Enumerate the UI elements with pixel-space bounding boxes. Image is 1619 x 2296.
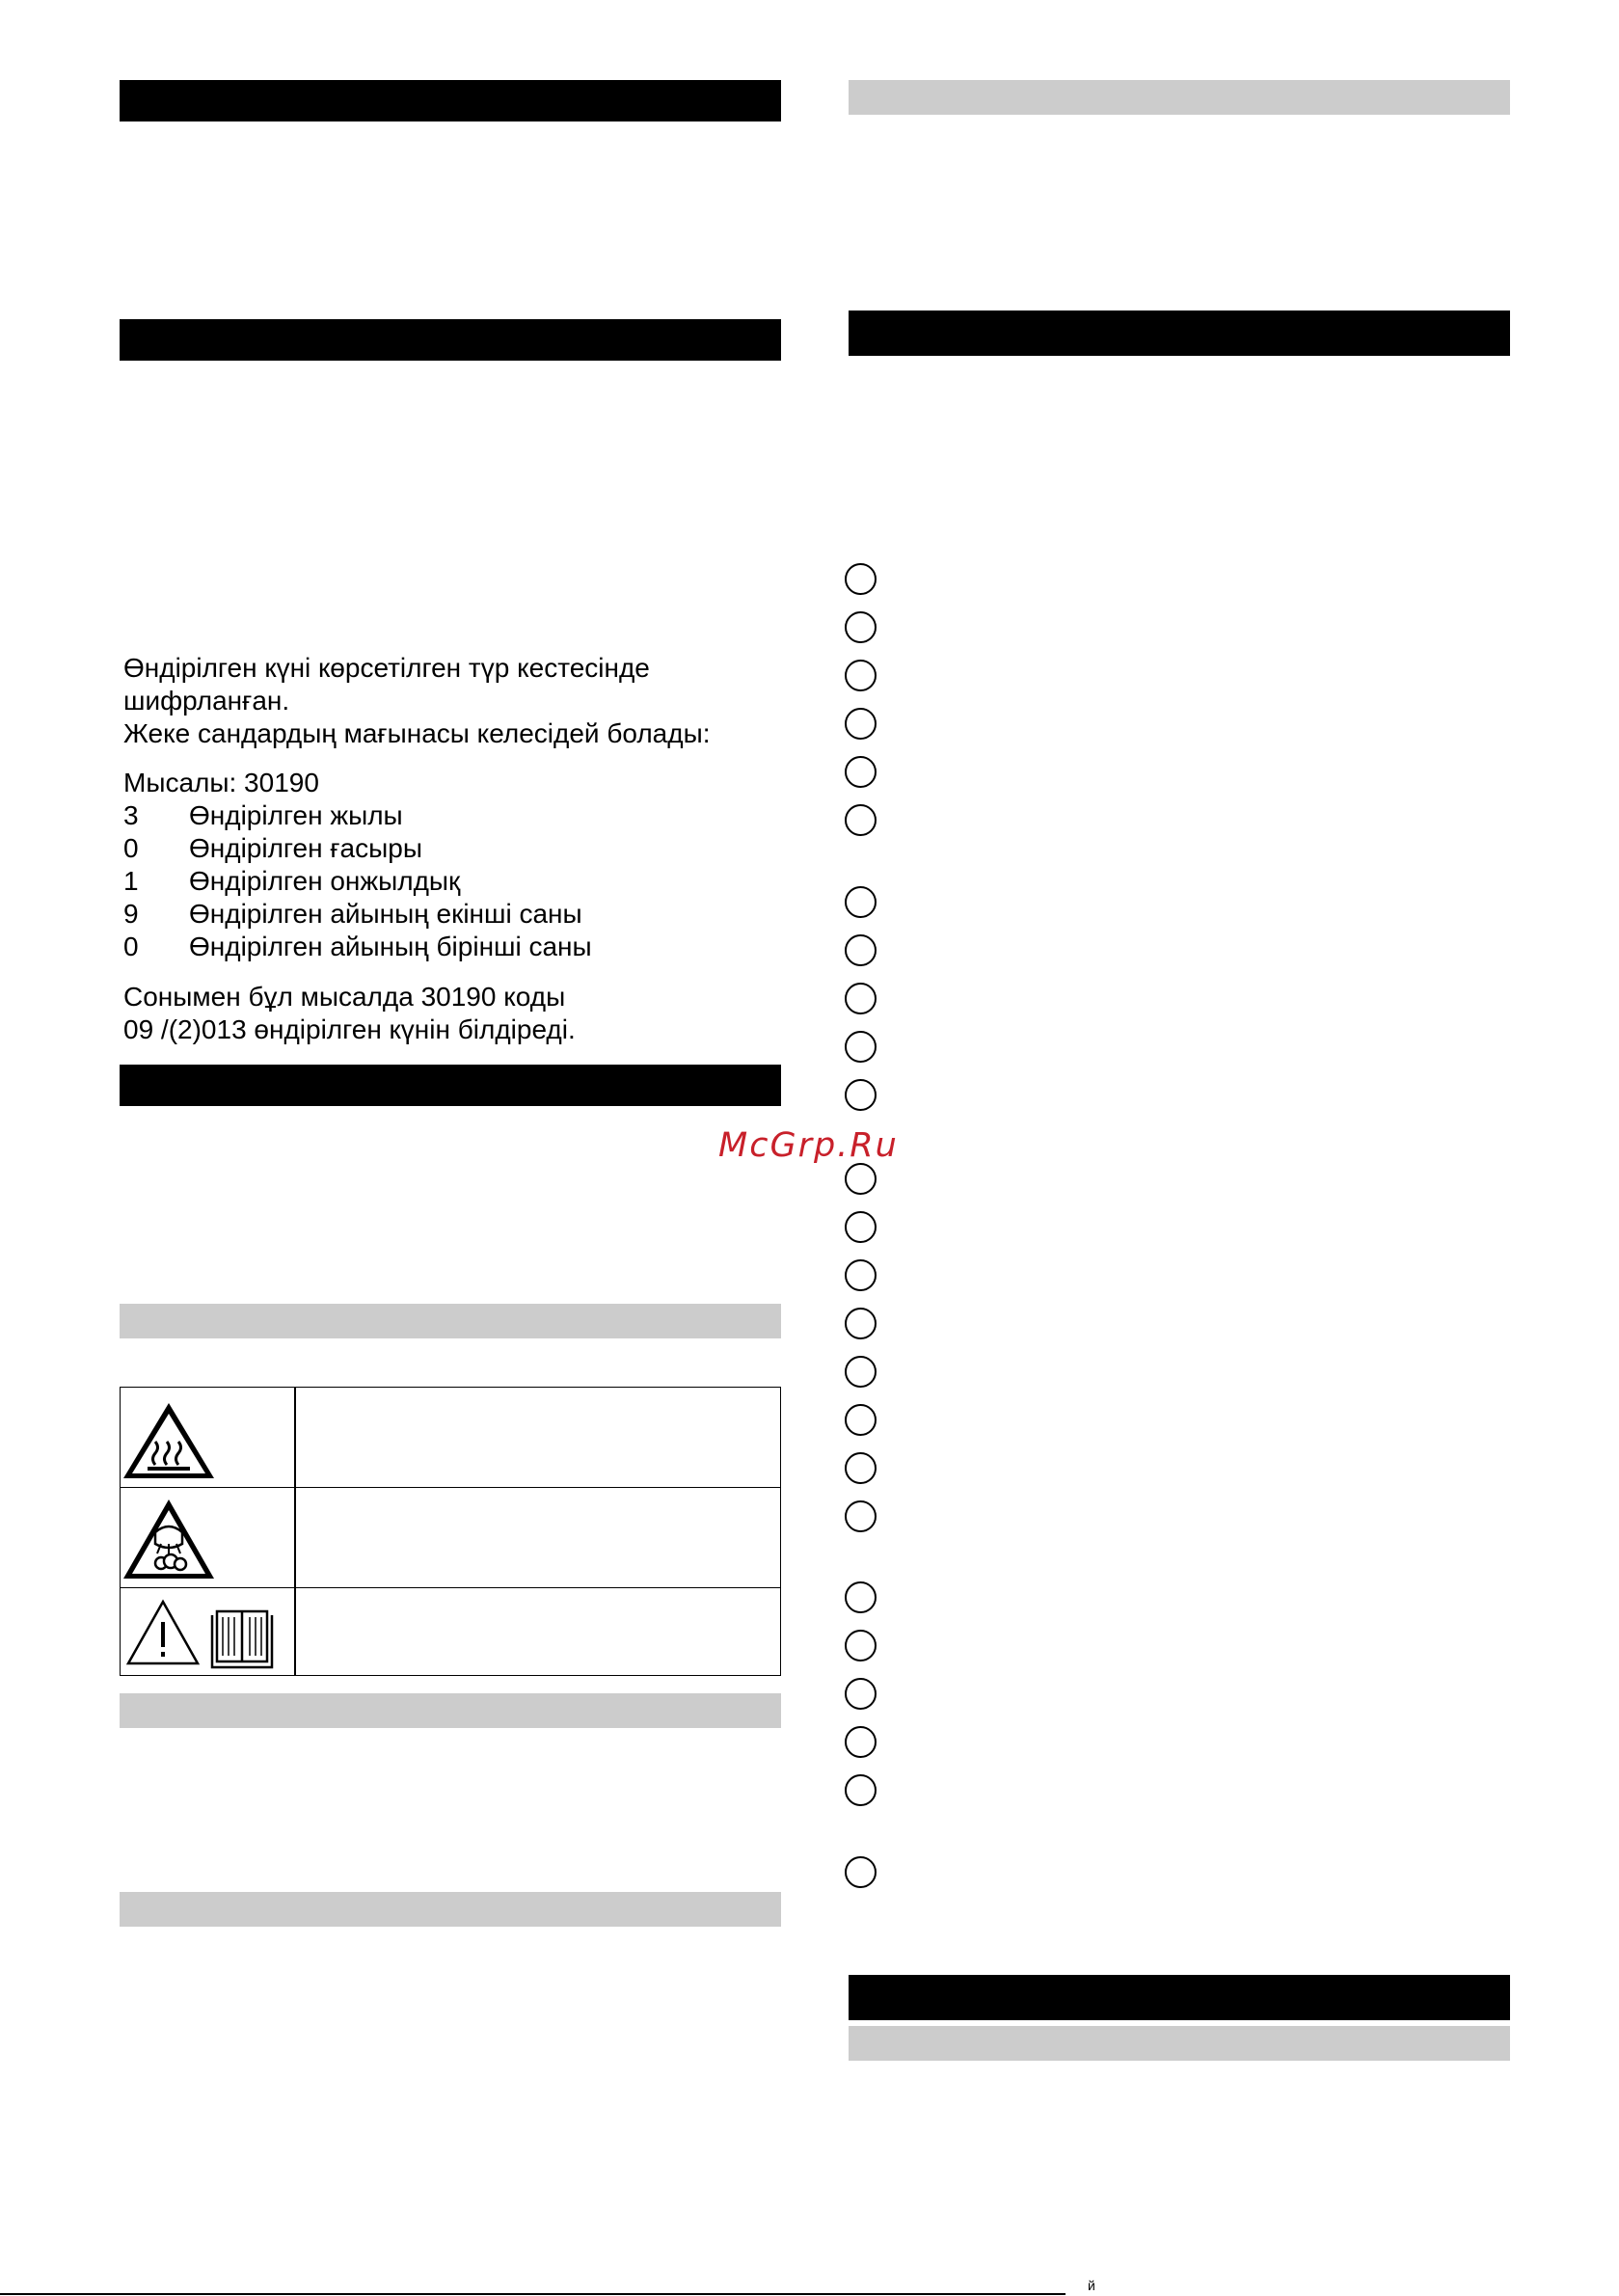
example-meaning: Өндірілген онжылдық	[189, 866, 461, 896]
example-label: Мысалы: 30190	[123, 768, 319, 797]
item-number-circle	[845, 611, 877, 643]
subsection-header-bar	[849, 2026, 1510, 2061]
warning-row	[121, 1488, 780, 1588]
item-number-circle	[845, 1079, 877, 1111]
example-row	[123, 865, 592, 898]
section-header-bar	[849, 311, 1510, 356]
conclusion-line: Сонымен бұл мысалда 30190 коды	[123, 982, 566, 1012]
item-number-circle	[845, 1774, 877, 1806]
subsection-header-bar	[120, 1304, 781, 1338]
production-date-example	[123, 767, 592, 963]
item-number-circle	[845, 1581, 877, 1613]
section-header-bar	[849, 1975, 1510, 2020]
item-number-circle	[845, 1678, 877, 1710]
example-meaning: Өндірілген айының екінші саны	[189, 899, 582, 929]
item-number-circle	[845, 1452, 877, 1484]
example-row	[123, 799, 592, 832]
example-row	[123, 832, 592, 865]
item-number-circle	[845, 804, 877, 836]
read-manual-warning-icon	[121, 1588, 294, 1675]
section-header-bar	[120, 319, 781, 361]
item-number-circle	[845, 1163, 877, 1195]
section-header-bar	[120, 1065, 781, 1106]
example-row	[123, 931, 592, 963]
subsection-header-bar	[849, 80, 1510, 115]
item-number-circle	[845, 563, 877, 595]
footer-mark: й	[1088, 2278, 1095, 2293]
intro-line: Жеке сандардың мағынасы келесідей болады:	[123, 718, 711, 748]
warning-row	[121, 1388, 780, 1488]
item-number-circle	[845, 983, 877, 1014]
example-row	[123, 898, 592, 931]
example-digit: 3	[123, 800, 139, 830]
item-number-circle	[845, 1308, 877, 1339]
item-number-circle	[845, 1856, 877, 1888]
intro-line: шифрланған.	[123, 686, 290, 716]
warning-row	[121, 1588, 780, 1675]
item-number-circle	[845, 1404, 877, 1436]
item-number-circle	[845, 886, 877, 918]
item-number-circle	[845, 1500, 877, 1532]
subsection-header-bar	[120, 1693, 781, 1728]
example-meaning: Өндірілген айының бірінші саны	[189, 932, 592, 961]
example-digit: 0	[123, 833, 139, 863]
item-number-circle	[845, 1031, 877, 1063]
item-number-circle	[845, 1259, 877, 1291]
example-digit: 0	[123, 932, 139, 961]
item-number-circle	[845, 756, 877, 788]
example-meaning: Өндірілген ғасыры	[189, 833, 422, 863]
production-date-conclusion	[123, 981, 576, 1046]
hot-surface-warning-icon	[121, 1388, 294, 1488]
example-meaning: Өндірілген жылы	[189, 800, 403, 830]
item-number-circle	[845, 934, 877, 966]
subsection-header-bar	[120, 1892, 781, 1927]
item-number-circle	[845, 708, 877, 740]
conclusion-line: 09 /(2)013 өндірілген күнін білдіреді.	[123, 1014, 576, 1044]
watermark: McGrp.Ru	[718, 1126, 899, 1165]
item-number-circle	[845, 1630, 877, 1661]
production-date-intro	[123, 652, 711, 750]
warning-symbols-table	[120, 1387, 781, 1676]
item-number-circle	[845, 1356, 877, 1388]
example-digit: 1	[123, 866, 139, 896]
footer-rule	[0, 2293, 1066, 2295]
hot-steam-warning-icon	[121, 1488, 294, 1588]
item-number-circle	[845, 660, 877, 691]
example-digit: 9	[123, 899, 139, 929]
intro-line: Өндірілген күні көрсетілген түр кестесінде	[123, 653, 650, 683]
item-number-circle	[845, 1726, 877, 1758]
item-number-circle	[845, 1211, 877, 1243]
section-header-bar	[120, 80, 781, 122]
